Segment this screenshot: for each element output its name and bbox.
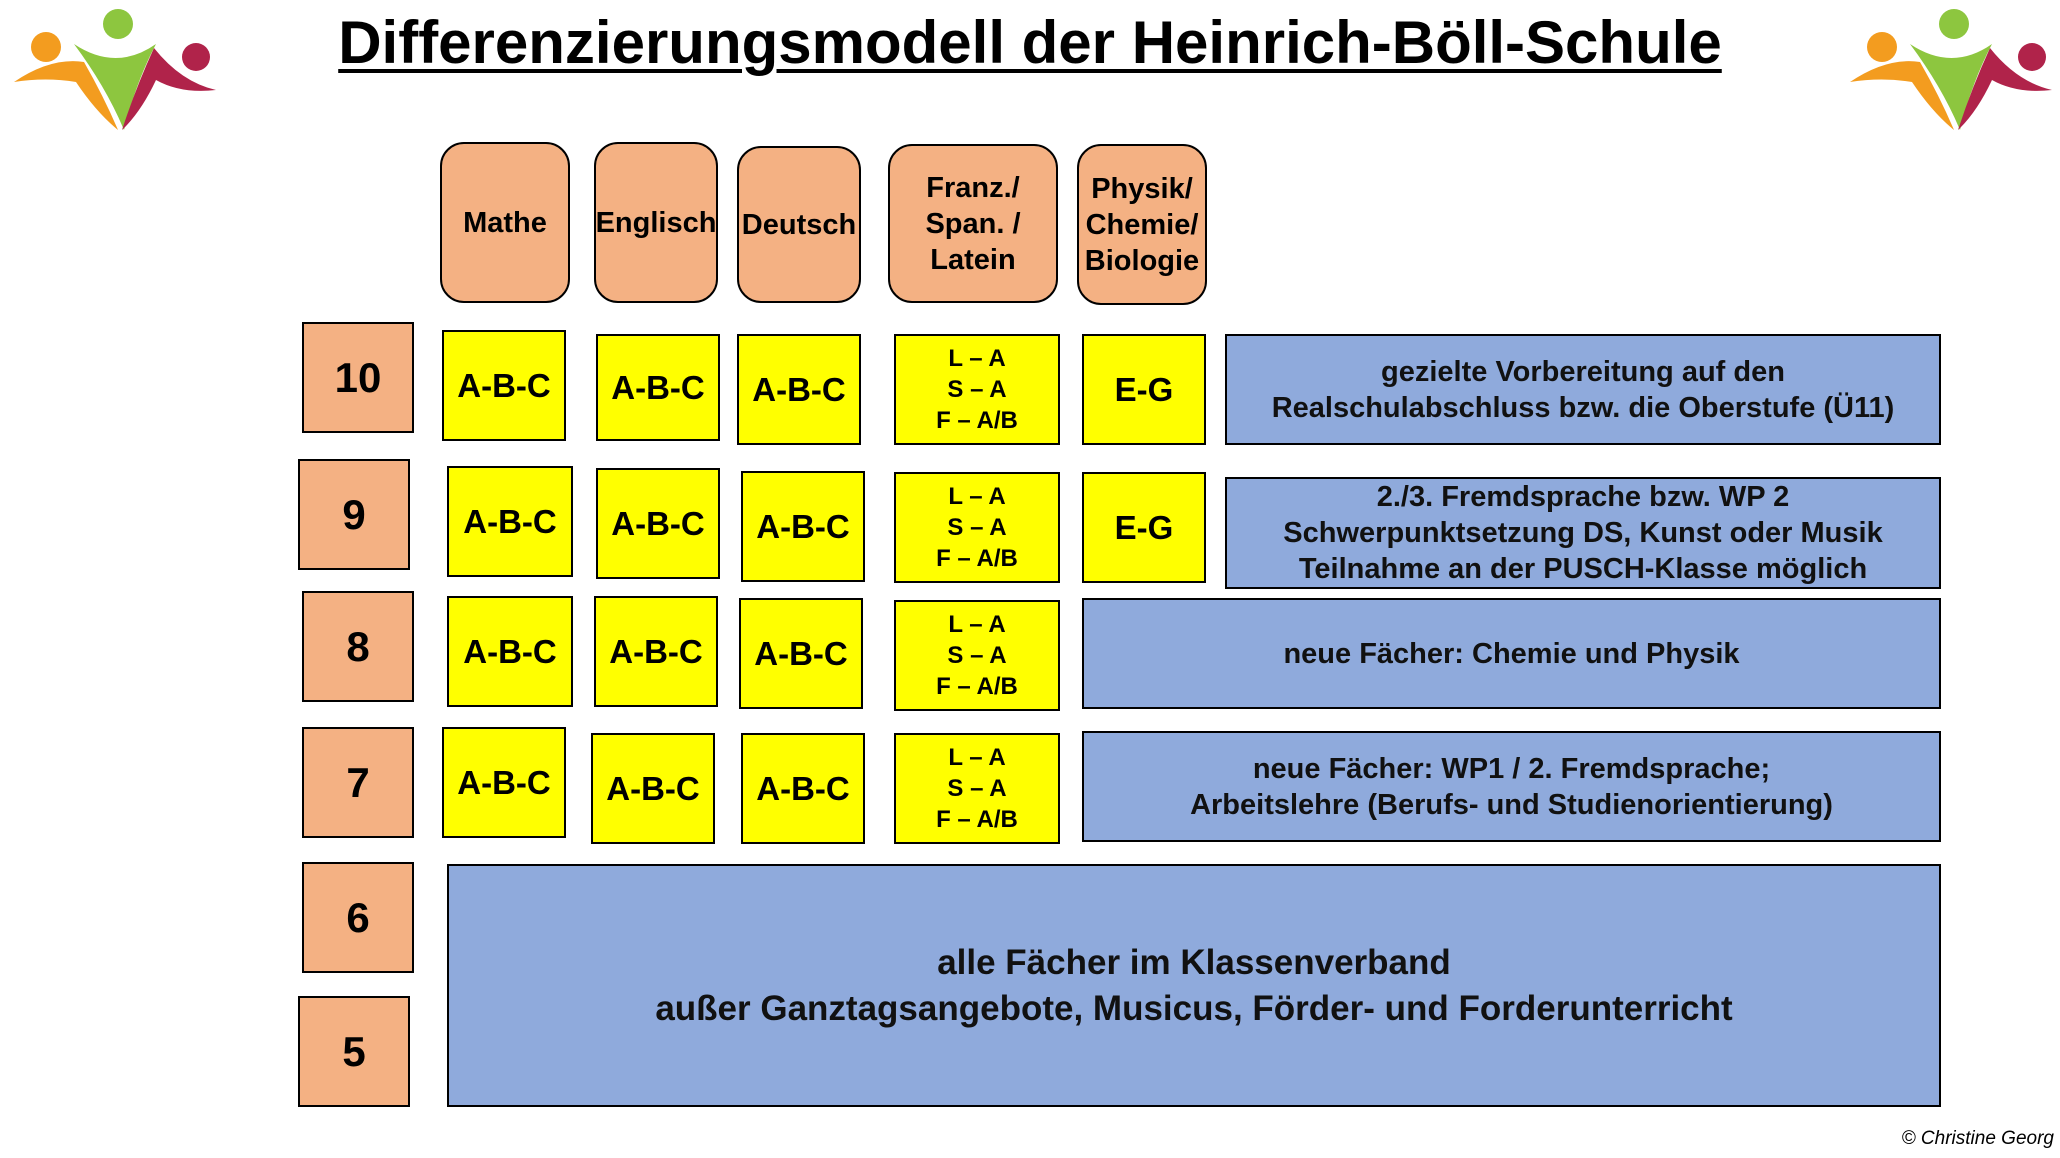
subject-header-naturwissenschaften: Physik/ Chemie/ Biologie [1077,144,1207,305]
level-cell-deutsch-8: A-B-C [739,598,863,709]
level-cell-mathe-7: A-B-C [442,727,566,838]
subject-header-mathe: Mathe [440,142,570,303]
level-cell-deutsch-10: A-B-C [737,334,861,445]
level-cell-deutsch-7: A-B-C [741,733,865,844]
level-cell-fremdsprachen-10: L – A S – A F – A/B [894,334,1060,445]
level-cell-naturwissenschaften-9: E-G [1082,472,1206,583]
level-cell-englisch-10: A-B-C [596,334,720,441]
grade-9: 9 [298,459,410,570]
level-cell-mathe-8: A-B-C [447,596,573,707]
level-cell-fremdsprachen-7: L – A S – A F – A/B [894,733,1060,844]
level-cell-englisch-7: A-B-C [591,733,715,844]
people-logo-icon [1842,2,2052,137]
level-cell-fremdsprachen-9: L – A S – A F – A/B [894,472,1060,583]
info-box-grade-8: neue Fächer: Chemie und Physik [1082,598,1941,709]
subject-header-fremdsprachen: Franz./ Span. / Latein [888,144,1058,303]
level-cell-englisch-8: A-B-C [594,596,718,707]
grade-7: 7 [302,727,414,838]
grade-6: 6 [302,862,414,973]
people-logo-icon [6,2,216,137]
page-title: Differenzierungsmodell der Heinrich-Böll-Schule [338,9,1722,76]
copyright-notice: © Christine Georg [1901,1128,2054,1149]
info-box-grade-10: gezielte Vorbereitung auf den Realschulabschluss bzw. die Oberstufe (Ü11) [1225,334,1941,445]
grade-10: 10 [302,322,414,433]
level-cell-englisch-9: A-B-C [596,468,720,579]
info-box-grade-7: neue Fächer: WP1 / 2. Fremdsprache; Arbeitslehre (Berufs- und Studienorientierung) [1082,731,1941,842]
info-box-grades-5-6: alle Fächer im Klassenverband außer Ganztagsangebote, Musicus, Förder- und Forderunterricht [447,864,1941,1107]
grade-8: 8 [302,591,414,702]
level-cell-mathe-9: A-B-C [447,466,573,577]
subject-header-englisch: Englisch [594,142,718,303]
level-cell-deutsch-9: A-B-C [741,471,865,582]
subject-header-deutsch: Deutsch [737,146,861,303]
grade-5: 5 [298,996,410,1107]
info-box-grade-9: 2./3. Fremdsprache bzw. WP 2 Schwerpunktsetzung DS, Kunst oder Musik Teilnahme an der PUSCH-Klasse möglich [1225,477,1941,589]
level-cell-mathe-10: A-B-C [442,330,566,441]
level-cell-fremdsprachen-8: L – A S – A F – A/B [894,600,1060,711]
level-cell-naturwissenschaften-10: E-G [1082,334,1206,445]
